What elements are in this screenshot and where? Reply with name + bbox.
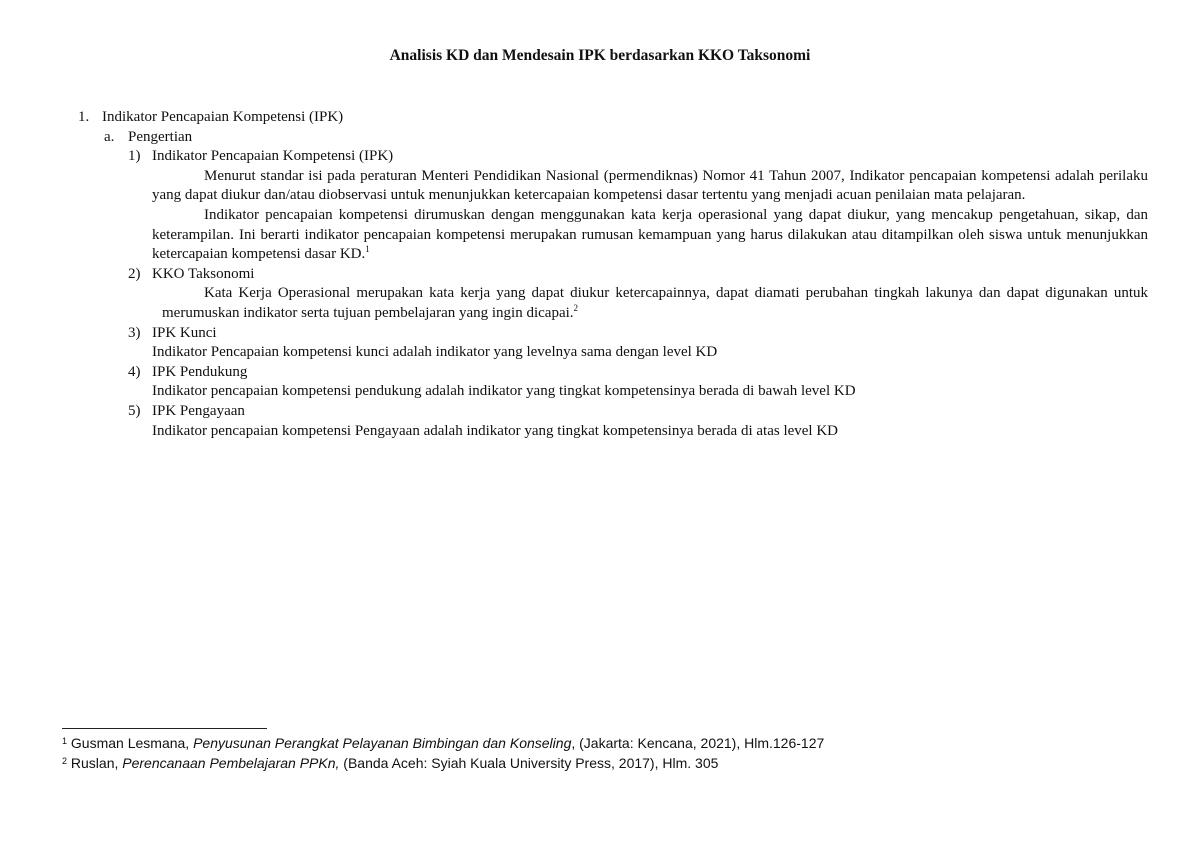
footnote-2-marker: 2 [62,756,68,766]
item-2 [0,265,1200,285]
footnote-ref-2[interactable]: 2 [573,302,579,313]
item-1-paragraph-2: Indikator pencapaian kompetensi dirumuskan dengan menggunakan kata kerja operasional yang dapat diukur, yang mencakup pengetahuan, sikap, dan keterampilan. Ini berarti indikator pencapaian kompetensi merupakan rumusan kemampuan yang harus dilakukan atau ditampilkan oleh siswa untuk menunjukkan ketercapaian kompetensi dasar KD.$^1$ [152,206,1148,263]
footnote-1-book: Penyusunan Perangkat Pelayanan Bimbingan dan Konseling [193,735,572,751]
item-3 [0,324,1200,344]
footnote-2-book: Perencanaan Pembelajaran PPKn, [122,755,340,771]
document-body [0,108,1200,441]
footnotes-area [62,728,1162,773]
footnote-2-rest: (Banda Aceh: Syiah Kuala University Press, 2017), Hlm. 305 [339,755,719,771]
item-3-number: 3) [128,324,141,341]
item-5-text: Indikator pencapaian kompetensi Pengayaan adalah indikator yang tingkat kompetensinya berada di atas level KD [152,422,839,439]
section-1-heading: Indikator Pencapaian Kompetensi (IPK) [102,109,344,125]
item-2-heading: KKO Taksonomi [152,265,255,282]
item-4 [0,363,1200,383]
item-3-text: Indikator Pencapaian kompetensi kunci adalah indikator yang levelnya sama dengan level KD [152,344,718,361]
item-4-number: 4) [128,363,141,380]
item-1 [0,147,1200,167]
footnote-ref-1[interactable]: 1 [365,244,370,255]
item-5-number: 5) [128,402,141,419]
footnote-1-author: Gusman Lesmana, [70,735,194,751]
document-title: Analisis KD dan Mendesain IPK berdasarkan KKO Taksonomi [389,47,811,64]
section-1-number: 1. [78,109,90,125]
item-1-number: 1) [128,148,141,165]
section-1 [0,108,1200,128]
item-2-number: 2) [128,265,141,282]
item-5-heading: IPK Pengayaan [152,402,245,419]
item-5 [0,402,1200,422]
footnote-1-marker: 1 [62,736,68,746]
footnote-1-rest: , (Jakarta: Kencana, 2021), Hlm.126-127 [571,735,825,751]
item-2-paragraph-1: Kata Kerja Operasional merupakan kata kerja yang dapat diukur ketercapainnya, dapat diamati perubahan tingkah lakunya dan dapat digunakan untuk merumuskan indikator serta tujuan pembelajaran yang ingin dicapai.$^2$ [162,285,1148,321]
footnote-2-author: Ruslan, [70,755,123,771]
item-1-paragraph-1: Menurut standar isi pada peraturan Menteri Pendidikan Nasional (permendiknas) Nomor 41 Tahun 2007, Indikator pencapaian kompetensi adalah perilaku yang dapat diukur dan/atau diobservasi untuk menunjukkan ketercapaian kompetensi dasar tertentu yang menjadi acuan penilaian mata pelajaran. [152,167,1148,204]
subsection-a-heading: Pengertian [128,128,193,145]
item-4-heading: IPK Pendukung [152,363,248,380]
footnote-1 [62,733,1162,753]
item-3-heading: IPK Kunci [152,324,217,341]
item-1-heading: Indikator Pencapaian Kompetensi (IPK) [152,148,394,165]
subsection-a-letter: a. [104,128,115,145]
item-4-text: Indikator pencapaian kompetensi pendukung adalah indikator yang tingkat kompetensinya berada di bawah level KD [152,383,856,400]
footnote-separator [62,728,267,729]
subsection-a [0,128,1200,148]
footnote-2 [62,753,1162,773]
